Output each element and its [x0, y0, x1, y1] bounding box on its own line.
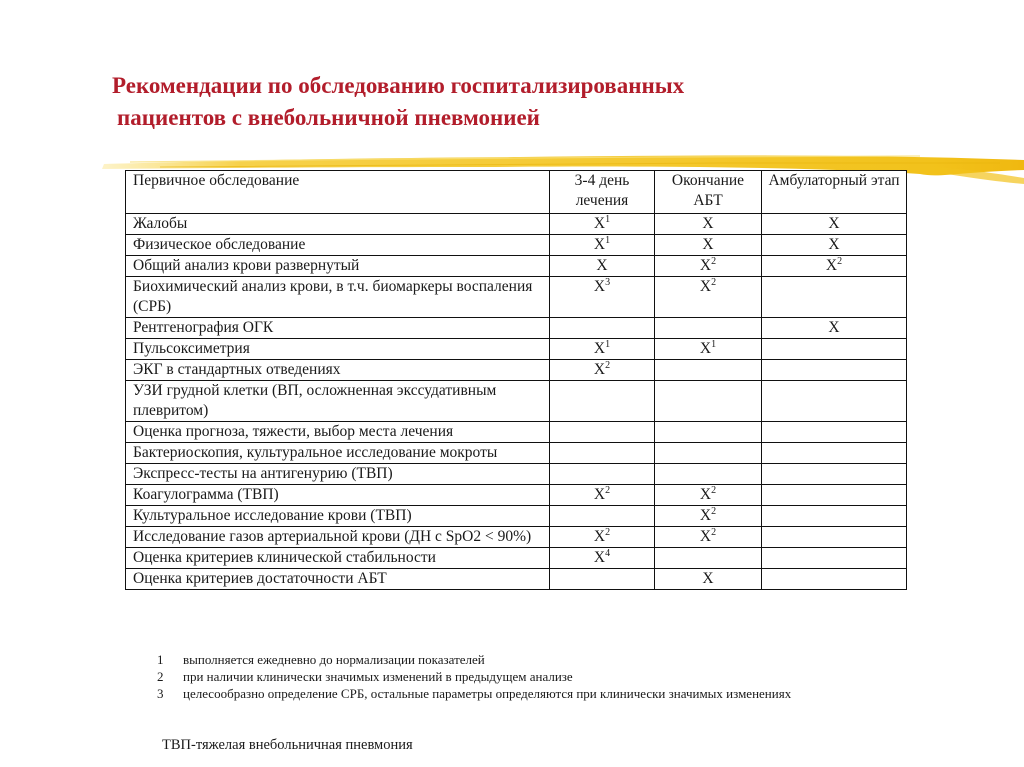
examination-table [125, 170, 907, 590]
table-row [126, 422, 907, 443]
mark-x: X [699, 257, 712, 274]
mark-cell [655, 360, 762, 381]
mark-cell [762, 443, 907, 464]
mark-x: X [702, 215, 714, 232]
mark-cell [655, 318, 762, 339]
mark-x: X [593, 486, 606, 503]
footnote-number: 2 [157, 669, 164, 684]
mark-cell [762, 339, 907, 360]
exam-name-cell: Пульсоксиметрия [126, 339, 550, 360]
slide-title-line-2: пациентов с внебольничной пневмонией [117, 105, 540, 130]
header-cell: Окончание АБТ [655, 171, 762, 214]
footnote-ref: 2 [711, 526, 717, 538]
footnote [125, 685, 906, 702]
table-row [126, 214, 907, 235]
footnote-ref: 2 [711, 255, 717, 267]
exam-name-cell: Бактериоскопия, культуральное исследование мокроты [126, 443, 550, 464]
mark-x: X [699, 528, 712, 545]
exam-name-cell: Физическое обследование [126, 235, 550, 256]
header-cell: 3-4 день лечения [550, 171, 655, 214]
exam-name-cell: Коагулограмма (ТВП) [126, 485, 550, 506]
footnote-ref: 2 [605, 484, 611, 496]
mark-x: X [593, 361, 606, 378]
mark-cell [762, 527, 907, 548]
exam-name-cell: ЭКГ в стандартных отведениях [126, 360, 550, 381]
mark-cell [762, 277, 907, 318]
footnote-ref: 3 [605, 276, 611, 288]
footnote-text: при наличии клинически значимых изменений в предыдущем анализе [183, 669, 573, 684]
footnote-ref: 1 [711, 338, 717, 350]
table-row [126, 381, 907, 422]
mark-cell [550, 256, 655, 277]
mark-x: X [699, 340, 712, 357]
slide-title [112, 70, 932, 134]
mark-x: X [828, 319, 840, 336]
footnote [125, 651, 906, 668]
mark-cell [655, 443, 762, 464]
mark-cell [550, 318, 655, 339]
footnote-ref: 1 [605, 338, 611, 350]
footnote-ref: 2 [605, 526, 611, 538]
exam-name-cell: Жалобы [126, 214, 550, 235]
mark-cell [550, 548, 655, 569]
footnote-ref: 2 [711, 484, 717, 496]
mark-cell [550, 422, 655, 443]
mark-cell [762, 235, 907, 256]
exam-name-cell: Экспресс-тесты на антигенурию (ТВП) [126, 464, 550, 485]
mark-cell [762, 485, 907, 506]
mark-x: X [596, 257, 608, 274]
table-row [126, 235, 907, 256]
mark-cell [550, 485, 655, 506]
table-row [126, 527, 907, 548]
mark-cell [762, 318, 907, 339]
mark-x: X [699, 486, 712, 503]
table-row [126, 318, 907, 339]
mark-x: X [593, 528, 606, 545]
footnote-text: выполняется ежедневно до нормализации показателей [183, 652, 485, 667]
exam-name-cell: Оценка критериев клинической стабильности [126, 548, 550, 569]
exam-name-cell: Исследование газов артериальной крови (ДН с SpO2 < 90%) [126, 527, 550, 548]
mark-cell [655, 214, 762, 235]
table-header-row [126, 171, 907, 214]
mark-x: X [699, 507, 712, 524]
mark-x: X [593, 215, 606, 232]
table-row [126, 339, 907, 360]
mark-x: X [593, 278, 606, 295]
mark-x: X [593, 549, 606, 566]
footnote-ref: 1 [605, 213, 611, 225]
mark-x: X [828, 236, 840, 253]
table-row [126, 443, 907, 464]
exam-name-cell: Рентгенография ОГК [126, 318, 550, 339]
table-row [126, 548, 907, 569]
mark-x: X [699, 278, 712, 295]
mark-cell [762, 256, 907, 277]
exam-name-cell: УЗИ грудной клетки (ВП, осложненная экссудативным плевритом) [126, 381, 550, 422]
mark-cell [762, 506, 907, 527]
exam-name-cell: Оценка прогноза, тяжести, выбор места лечения [126, 422, 550, 443]
mark-cell [550, 360, 655, 381]
mark-x: X [825, 257, 838, 274]
slide-title-line-1: Рекомендации по обследованию госпитализированных [112, 73, 685, 98]
mark-x: X [702, 570, 714, 587]
table-row [126, 360, 907, 381]
mark-cell [762, 548, 907, 569]
mark-cell [550, 277, 655, 318]
mark-cell [550, 527, 655, 548]
mark-cell [655, 381, 762, 422]
mark-cell [655, 235, 762, 256]
header-cell: Амбулаторный этап [762, 171, 907, 214]
footnotes [125, 651, 906, 702]
footnote [125, 668, 906, 685]
mark-x: X [702, 236, 714, 253]
mark-cell [655, 506, 762, 527]
mark-cell [550, 339, 655, 360]
mark-cell [550, 506, 655, 527]
footer-note: ТВП-тяжелая внебольничная пневмония [162, 737, 413, 753]
mark-cell [655, 339, 762, 360]
table-row [126, 464, 907, 485]
exam-name-cell: Биохимический анализ крови, в т.ч. биомаркеры воспаления (СРБ) [126, 277, 550, 318]
footnote-ref: 1 [605, 234, 611, 246]
table-row [126, 277, 907, 318]
mark-cell [550, 464, 655, 485]
mark-cell [550, 381, 655, 422]
mark-cell [762, 360, 907, 381]
mark-cell [655, 569, 762, 590]
exam-name-cell: Культуральное исследование крови (ТВП) [126, 506, 550, 527]
mark-cell [762, 214, 907, 235]
mark-cell [655, 277, 762, 318]
mark-cell [655, 548, 762, 569]
footnote-ref: 2 [605, 359, 611, 371]
mark-cell [550, 443, 655, 464]
mark-x: X [828, 215, 840, 232]
mark-cell [762, 569, 907, 590]
footnote-number: 3 [157, 686, 164, 701]
table-row [126, 506, 907, 527]
mark-cell [762, 381, 907, 422]
mark-cell [655, 464, 762, 485]
footnote-ref: 2 [837, 255, 843, 267]
footnote-ref: 4 [605, 547, 611, 559]
mark-cell [550, 235, 655, 256]
mark-cell [655, 256, 762, 277]
table-row [126, 485, 907, 506]
footnote-ref: 2 [711, 505, 717, 517]
exam-name-cell: Оценка критериев достаточности АБТ [126, 569, 550, 590]
mark-x: X [593, 340, 606, 357]
footnote-text: целесообразно определение СРБ, остальные параметры определяются при клинически значимых изменениях [183, 686, 792, 701]
table-row [126, 569, 907, 590]
header-cell: Первичное обследование [126, 171, 550, 214]
mark-cell [655, 527, 762, 548]
mark-x: X [593, 236, 606, 253]
exam-name-cell: Общий анализ крови развернутый [126, 256, 550, 277]
footnote-number: 1 [157, 652, 164, 667]
table-row [126, 256, 907, 277]
mark-cell [550, 569, 655, 590]
footnote-ref: 2 [711, 276, 717, 288]
mark-cell [655, 422, 762, 443]
mark-cell [762, 464, 907, 485]
mark-cell [655, 485, 762, 506]
mark-cell [762, 422, 907, 443]
mark-cell [550, 214, 655, 235]
